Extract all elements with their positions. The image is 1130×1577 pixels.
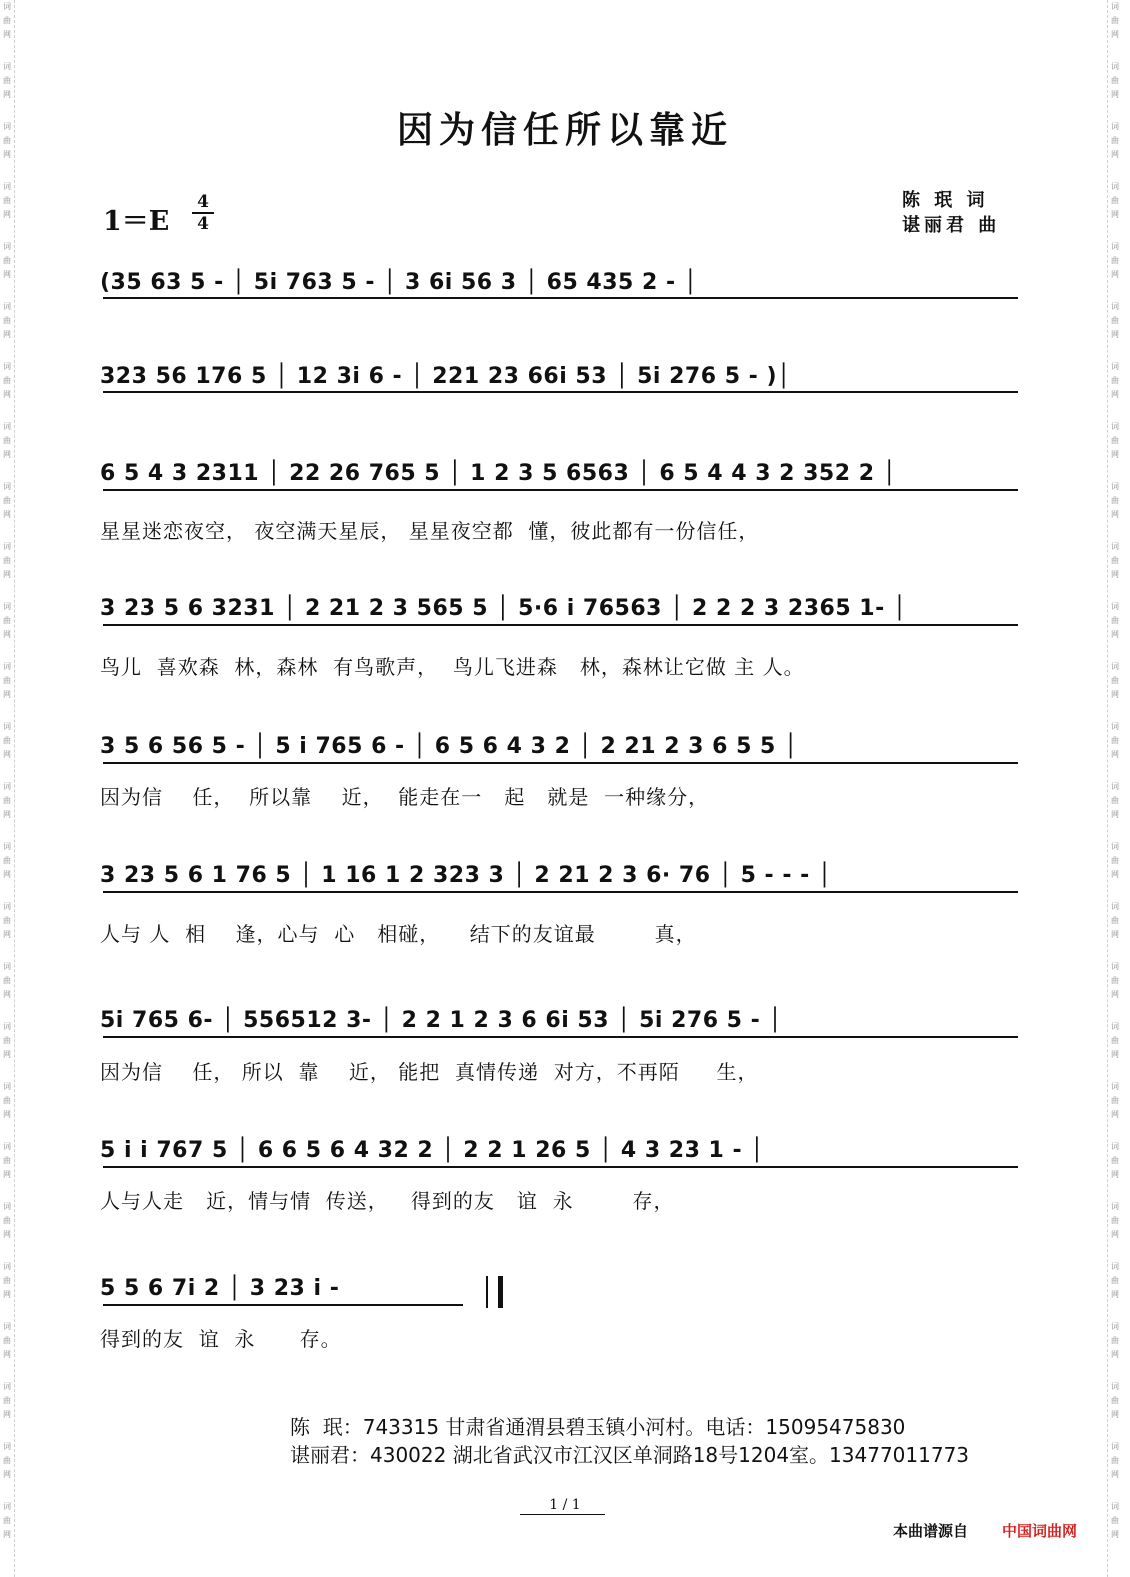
watermark-char: 词 xyxy=(1111,1382,1119,1391)
watermark-char: 网 xyxy=(3,150,11,159)
watermark-char: 词 xyxy=(3,1082,11,1091)
watermark-char: 曲 xyxy=(3,1336,11,1345)
watermark-char: 词 xyxy=(1111,362,1119,371)
lyric-line-6: 人与 人 相 逢，心与 心 相碰， 结下的友谊最 真， xyxy=(100,922,697,946)
notation-line-4: 3 23 5 6 3231 │ 2 21 2 3 565 5 │ 5·6 i 76563 │ 2 2 2 3 2365 1- │ xyxy=(100,596,907,621)
watermark-char: 词 xyxy=(3,362,11,371)
watermark-char: 网 xyxy=(3,1110,11,1119)
watermark-char: 网 xyxy=(1111,1290,1119,1299)
watermark-char: 曲 xyxy=(1111,376,1119,385)
watermark-char: 曲 xyxy=(3,16,11,25)
watermark-char: 网 xyxy=(1111,1110,1119,1119)
watermark-char: 词 xyxy=(1111,1142,1119,1151)
watermark-char: 曲 xyxy=(1111,256,1119,265)
watermark-char: 词 xyxy=(3,422,11,431)
watermark-char: 曲 xyxy=(3,76,11,85)
watermark-char: 词 xyxy=(1111,182,1119,191)
watermark-char: 曲 xyxy=(3,916,11,925)
watermark-char: 曲 xyxy=(3,1456,11,1465)
watermark-char: 曲 xyxy=(1111,676,1119,685)
watermark-char: 网 xyxy=(3,990,11,999)
watermark-char: 网 xyxy=(1111,390,1119,399)
watermark-char: 曲 xyxy=(3,1396,11,1405)
watermark-char: 网 xyxy=(1111,90,1119,99)
watermark-char: 词 xyxy=(1111,962,1119,971)
meter-denominator: 4 xyxy=(197,214,209,234)
source-site-link[interactable]: 中国词曲网 xyxy=(1002,1522,1078,1540)
watermark-char: 网 xyxy=(3,330,11,339)
watermark-char: 曲 xyxy=(3,196,11,205)
watermark-char: 网 xyxy=(3,630,11,639)
notation-line-3: 6 5 4 3 2311 │ 22 26 765 5 │ 1 2 3 5 6563 │ 6 5 4 4 3 2 352 2 │ xyxy=(100,461,897,486)
watermark-char: 网 xyxy=(1111,810,1119,819)
notation-line-9: 5 5 6 7i 2 │ 3 23 i - xyxy=(100,1276,340,1301)
contact-composer: 谌丽君：430022 湖北省武汉市江汉区单洞路18号1204室。13477011773 xyxy=(290,1443,970,1467)
watermark-char: 曲 xyxy=(3,856,11,865)
watermark-char: 曲 xyxy=(3,796,11,805)
watermark-char: 网 xyxy=(1111,570,1119,579)
watermark-char: 曲 xyxy=(1111,856,1119,865)
watermark-char: 词 xyxy=(3,122,11,131)
watermark-char: 词 xyxy=(3,482,11,491)
watermark-char: 曲 xyxy=(3,496,11,505)
watermark-char: 曲 xyxy=(3,436,11,445)
watermark-char: 网 xyxy=(3,90,11,99)
watermark-char: 词 xyxy=(3,722,11,731)
watermark-char: 网 xyxy=(1111,930,1119,939)
watermark-char: 词 xyxy=(3,62,11,71)
watermark-char: 曲 xyxy=(3,736,11,745)
notation-line-8: 5 i i 767 5 │ 6 6 5 6 4 32 2 │ 2 2 1 26 5 │ 4 3 23 1 - │ xyxy=(100,1138,765,1163)
lyric-line-9: 得到的友 谊 永 存。 xyxy=(100,1327,342,1351)
watermark-char: 网 xyxy=(1111,750,1119,759)
watermark-char: 网 xyxy=(1111,270,1119,279)
watermark-char: 网 xyxy=(1111,690,1119,699)
lyric-line-7: 因为信 任， 所以 靠 近， 能把 真情传递 对方，不再陌 生， xyxy=(100,1060,759,1084)
watermark-char: 词 xyxy=(1111,1262,1119,1271)
song-title: 因为信任所以靠近 xyxy=(396,109,733,151)
watermark-char: 网 xyxy=(3,1530,11,1539)
watermark-char: 网 xyxy=(3,750,11,759)
watermark-char: 词 xyxy=(3,1022,11,1031)
watermark-char: 词 xyxy=(3,902,11,911)
watermark-char: 网 xyxy=(1111,1410,1119,1419)
watermark-char: 曲 xyxy=(1111,16,1119,25)
watermark-char: 词 xyxy=(1111,1082,1119,1091)
final-barline xyxy=(486,1276,503,1308)
notation-line-7: 5i 765 6- │ 556512 3- │ 2 2 1 2 3 6 6i 53 │ 5i 276 5 - │ xyxy=(100,1008,783,1033)
watermark-char: 网 xyxy=(3,1230,11,1239)
watermark-char: 网 xyxy=(1111,330,1119,339)
watermark-char: 网 xyxy=(3,210,11,219)
watermark-char: 曲 xyxy=(3,1036,11,1045)
watermark-char: 词 xyxy=(1111,1322,1119,1331)
lyric-line-5: 因为信 任， 所以靠 近， 能走在一 起 就是 一种缘分， xyxy=(100,785,710,809)
watermark-char: 曲 xyxy=(3,376,11,385)
watermark-char: 曲 xyxy=(3,1276,11,1285)
watermark-char: 曲 xyxy=(3,1516,11,1525)
watermark-char: 曲 xyxy=(1111,1396,1119,1405)
notation-line-2: 323 56 176 5 │ 12 3i 6 - │ 221 23 66i 53 │ 5i 276 5 - )│ xyxy=(100,364,791,389)
watermark-char: 曲 xyxy=(1111,916,1119,925)
source-label: 本曲谱源自 xyxy=(893,1522,969,1540)
watermark-char: 曲 xyxy=(1111,736,1119,745)
watermark-char: 词 xyxy=(1111,242,1119,251)
right-watermark-strip xyxy=(1107,0,1122,1577)
watermark-char: 网 xyxy=(1111,1530,1119,1539)
watermark-char: 曲 xyxy=(1111,496,1119,505)
watermark-char: 词 xyxy=(1111,842,1119,851)
watermark-char: 网 xyxy=(1111,1350,1119,1359)
watermark-char: 曲 xyxy=(3,676,11,685)
watermark-char: 词 xyxy=(1111,122,1119,131)
watermark-char: 词 xyxy=(1111,1502,1119,1511)
watermark-char: 词 xyxy=(1111,1022,1119,1031)
watermark-char: 网 xyxy=(3,570,11,579)
watermark-char: 曲 xyxy=(1111,1096,1119,1105)
watermark-char: 网 xyxy=(1111,1230,1119,1239)
watermark-char: 网 xyxy=(1111,870,1119,879)
key-signature: 1＝E xyxy=(103,206,170,237)
notation-line-6: 3 23 5 6 1 76 5 │ 1 16 1 2 323 3 │ 2 21 2 3 6· 76 │ 5 - - - │ xyxy=(100,863,832,888)
watermark-char: 网 xyxy=(3,390,11,399)
lyric-line-8: 人与人走 近，情与情 传送， 得到的友 谊 永 存， xyxy=(100,1189,675,1213)
watermark-char: 网 xyxy=(3,1290,11,1299)
watermark-char: 曲 xyxy=(1111,616,1119,625)
watermark-char: 词 xyxy=(1111,1202,1119,1211)
watermark-char: 网 xyxy=(3,1170,11,1179)
watermark-char: 网 xyxy=(3,270,11,279)
watermark-char: 词 xyxy=(3,542,11,551)
watermark-char: 词 xyxy=(3,1262,11,1271)
watermark-char: 曲 xyxy=(1111,136,1119,145)
watermark-char: 曲 xyxy=(1111,1516,1119,1525)
watermark-char: 词 xyxy=(3,662,11,671)
watermark-char: 曲 xyxy=(1111,1216,1119,1225)
notation-line-5: 3 5 6 56 5 - │ 5 i 765 6 - │ 6 5 6 4 3 2 │ 2 21 2 3 6 5 5 │ xyxy=(100,734,798,759)
watermark-char: 词 xyxy=(1111,902,1119,911)
watermark-char: 网 xyxy=(1111,1050,1119,1059)
watermark-char: 曲 xyxy=(3,1216,11,1225)
watermark-char: 词 xyxy=(1111,662,1119,671)
watermark-char: 词 xyxy=(3,1202,11,1211)
watermark-char: 网 xyxy=(3,450,11,459)
watermark-char: 网 xyxy=(1111,210,1119,219)
watermark-char: 曲 xyxy=(1111,556,1119,565)
watermark-char: 词 xyxy=(1111,542,1119,551)
watermark-char: 词 xyxy=(1111,62,1119,71)
watermark-char: 网 xyxy=(1111,30,1119,39)
page-number: 1 / 1 xyxy=(549,1497,581,1513)
watermark-char: 曲 xyxy=(1111,796,1119,805)
watermark-char: 曲 xyxy=(1111,196,1119,205)
watermark-char: 曲 xyxy=(3,556,11,565)
watermark-char: 词 xyxy=(3,302,11,311)
watermark-char: 网 xyxy=(1111,630,1119,639)
watermark-char: 词 xyxy=(3,242,11,251)
watermark-char: 曲 xyxy=(3,256,11,265)
watermark-char: 词 xyxy=(3,962,11,971)
watermark-char: 词 xyxy=(3,602,11,611)
lyric-line-4: 鸟儿 喜欢森 林，森林 有鸟歌声， 鸟儿飞进森 林，森林让它做 主 人。 xyxy=(100,655,805,679)
watermark-char: 网 xyxy=(1111,150,1119,159)
lyricist-credit: 陈 珉 词 xyxy=(902,190,989,211)
watermark-char: 网 xyxy=(3,930,11,939)
watermark-char: 网 xyxy=(1111,1470,1119,1479)
watermark-char: 曲 xyxy=(3,616,11,625)
watermark-char: 曲 xyxy=(1111,436,1119,445)
watermark-char: 曲 xyxy=(1111,316,1119,325)
left-watermark-strip xyxy=(0,0,15,1577)
watermark-char: 曲 xyxy=(3,1096,11,1105)
watermark-char: 词 xyxy=(1111,422,1119,431)
watermark-char: 网 xyxy=(3,1410,11,1419)
composer-credit: 谌丽君 曲 xyxy=(902,215,1001,236)
watermark-char: 词 xyxy=(3,1502,11,1511)
watermark-char: 曲 xyxy=(3,316,11,325)
watermark-char: 词 xyxy=(1111,602,1119,611)
watermark-char: 网 xyxy=(3,870,11,879)
watermark-char: 曲 xyxy=(1111,1156,1119,1165)
notation-line-1: (35 63 5 - │ 5i 763 5 - │ 3 6i 56 3 │ 65 435 2 - │ xyxy=(100,270,698,295)
watermark-char: 词 xyxy=(1111,1442,1119,1451)
meter-numerator: 4 xyxy=(197,192,209,212)
watermark-char: 曲 xyxy=(3,136,11,145)
watermark-char: 词 xyxy=(3,2,11,11)
watermark-char: 曲 xyxy=(1111,1456,1119,1465)
watermark-char: 词 xyxy=(3,782,11,791)
watermark-char: 网 xyxy=(1111,510,1119,519)
lyric-line-3: 星星迷恋夜空， 夜空满天星辰， 星星夜空都 懂，彼此都有一份信任， xyxy=(100,519,760,543)
watermark-char: 词 xyxy=(3,842,11,851)
watermark-char: 曲 xyxy=(1111,1276,1119,1285)
watermark-char: 词 xyxy=(3,182,11,191)
watermark-char: 网 xyxy=(3,690,11,699)
watermark-char: 曲 xyxy=(1111,1036,1119,1045)
watermark-char: 曲 xyxy=(3,1156,11,1165)
watermark-char: 词 xyxy=(3,1442,11,1451)
watermark-char: 网 xyxy=(3,810,11,819)
watermark-char: 网 xyxy=(1111,990,1119,999)
time-signature xyxy=(192,193,214,233)
watermark-char: 曲 xyxy=(1111,76,1119,85)
watermark-char: 网 xyxy=(1111,450,1119,459)
watermark-char: 词 xyxy=(3,1382,11,1391)
watermark-char: 词 xyxy=(1111,2,1119,11)
watermark-char: 网 xyxy=(3,30,11,39)
watermark-char: 词 xyxy=(1111,482,1119,491)
watermark-char: 网 xyxy=(3,1050,11,1059)
watermark-char: 网 xyxy=(3,1350,11,1359)
watermark-char: 词 xyxy=(1111,782,1119,791)
watermark-char: 词 xyxy=(1111,722,1119,731)
watermark-char: 曲 xyxy=(1111,976,1119,985)
watermark-char: 曲 xyxy=(1111,1336,1119,1345)
watermark-char: 词 xyxy=(3,1322,11,1331)
watermark-char: 词 xyxy=(1111,302,1119,311)
watermark-char: 网 xyxy=(3,1470,11,1479)
watermark-char: 网 xyxy=(1111,1170,1119,1179)
watermark-char: 网 xyxy=(3,510,11,519)
watermark-char: 词 xyxy=(3,1142,11,1151)
contact-lyricist: 陈 珉：743315 甘肃省通渭县碧玉镇小河村。电话：15095475830 xyxy=(290,1415,906,1439)
watermark-char: 曲 xyxy=(3,976,11,985)
